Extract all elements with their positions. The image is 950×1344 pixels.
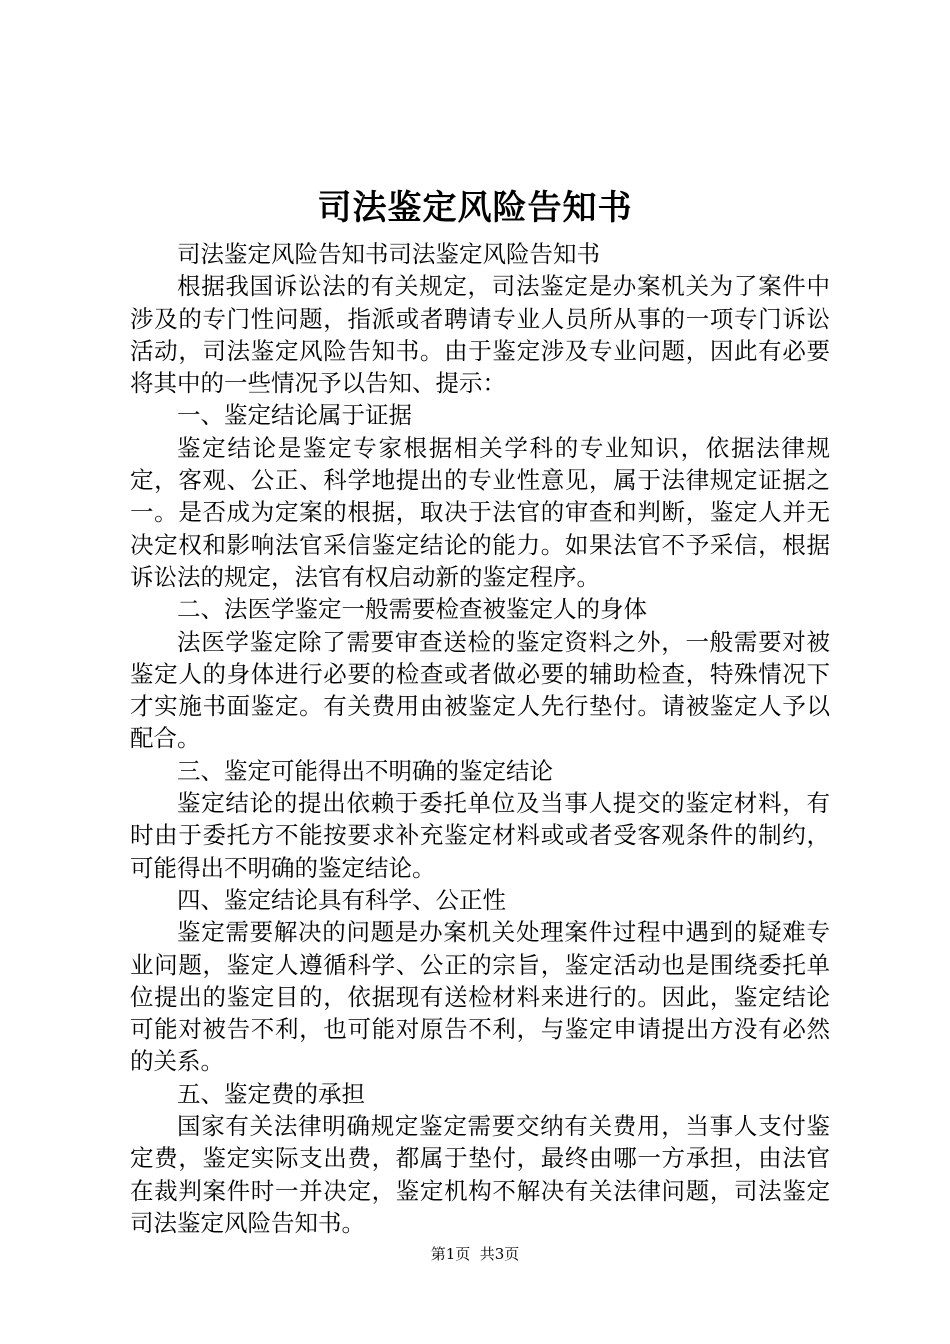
section-body-2: 法医学鉴定除了需要审查送检的鉴定资料之外，一般需要对被鉴定人的身体进行必要的检查或者做必要的辅助检查，特殊情况下才实施书面鉴定。有关费用由被鉴定人先行垫付。请被鉴定人予以配合。 <box>130 627 830 753</box>
intro-repeat-title: 司法鉴定风险告知书司法鉴定风险告知书 <box>177 240 600 268</box>
page-footer <box>0 1244 950 1264</box>
document-title: 司法鉴定风险告知书 <box>317 188 633 228</box>
section-heading-2: 二、法医学鉴定一般需要检查被鉴定人的身体 <box>177 595 647 624</box>
section-body-5: 国家有关法律明确规定鉴定需要交纳有关费用，当事人支付鉴定费，鉴定实际支出费，都属于垫付，最终由哪一方承担，由法官在裁判案件时一并决定，鉴定机构不解决有关法律问题，司法鉴定司法鉴定风险告知书。 <box>130 1112 830 1237</box>
section-heading-1: 一、鉴定结论属于证据 <box>177 401 412 430</box>
section-body-1: 鉴定结论是鉴定专家根据相关学科的专业知识，依据法律规定，客观、公正、科学地提出的专业性意见，属于法律规定证据之一。是否成为定案的根据，取决于法官的审查和判断，鉴定人并无决定权和影响法官采信鉴定结论的能力。如果法官不予采信，根据诉讼法的规定，法官有权启动新的鉴定程序。 <box>130 433 830 591</box>
section-heading-3: 三、鉴定可能得出不明确的鉴定结论 <box>177 756 553 785</box>
document-body <box>130 238 830 1239</box>
section-heading-5: 五、鉴定费的承担 <box>177 1079 365 1108</box>
section-body-4: 鉴定需要解决的问题是办案机关处理案件过程中遇到的疑难专业问题，鉴定人遵循科学、公正的宗旨，鉴定活动也是围绕委托单位提出的鉴定目的，依据现有送检材料来进行的。因此，鉴定结论可能对被告不利，也可能对原告不利，与鉴定申请提出方没有必然的关系。 <box>130 918 830 1076</box>
intro-paragraph: 根据我国诉讼法的有关规定，司法鉴定是办案机关为了案件中涉及的专门性问题，指派或者聘请专业人员所从事的一项专门诉讼活动，司法鉴定风险告知书。由于鉴定涉及专业问题，因此有必要将其中的一些情况予以告知、提示： <box>130 272 830 398</box>
page-number: 第1页 共3页 <box>430 1245 520 1263</box>
section-body-3: 鉴定结论的提出依赖于委托单位及当事人提交的鉴定材料，有时由于委托方不能按要求补充鉴定材料或或者受客观条件的制约，可能得出不明确的鉴定结论。 <box>130 789 830 882</box>
section-heading-4: 四、鉴定结论具有科学、公正性 <box>177 885 506 914</box>
